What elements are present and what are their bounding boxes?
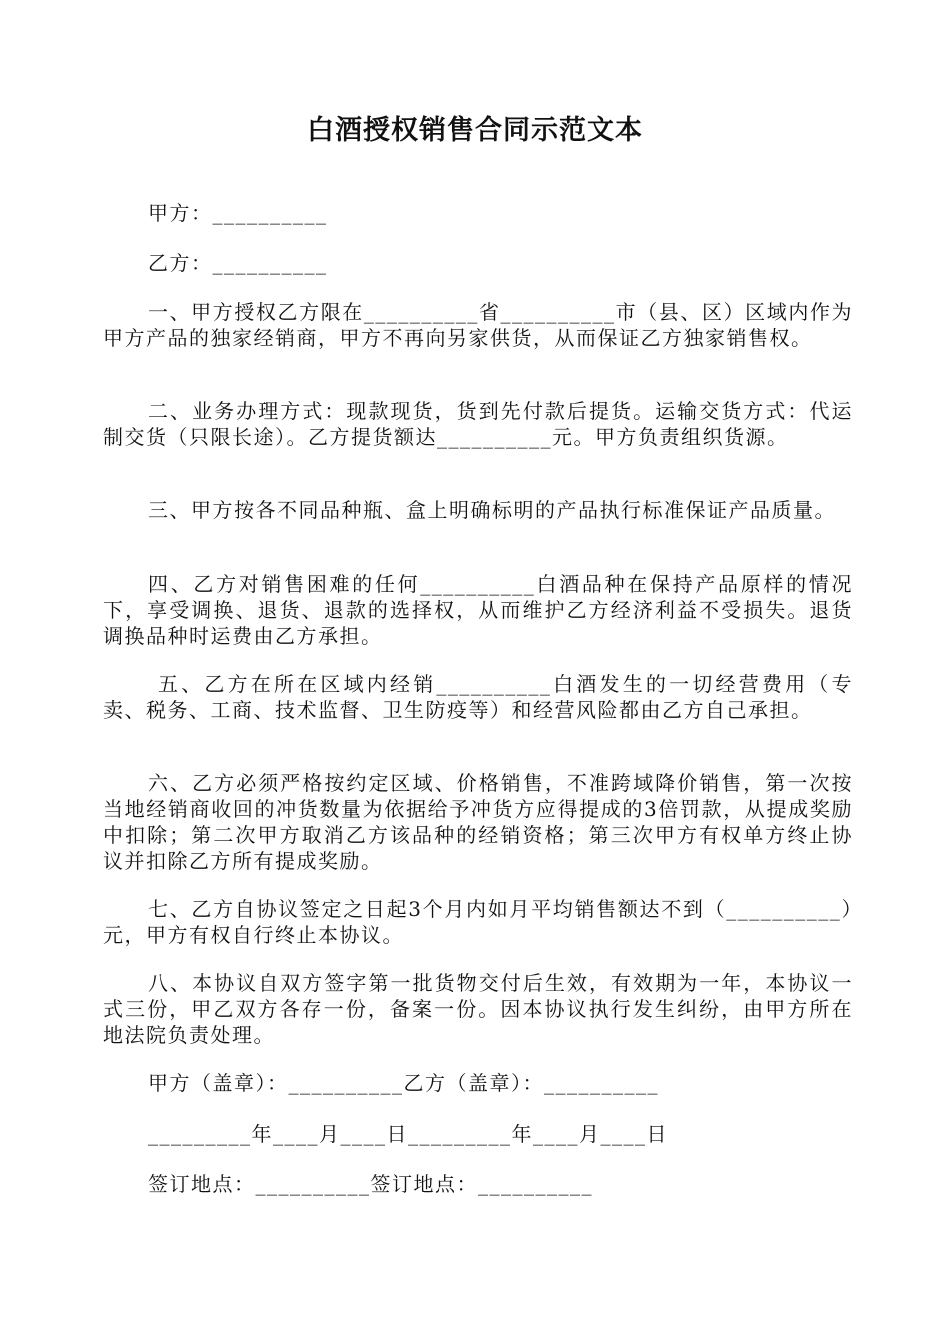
clause-3: 三、甲方按各不同品种瓶、盒上明确标明的产品执行标准保证产品质量。 [148, 498, 836, 522]
clause-1: 一、甲方授权乙方限在__________省__________市（县、区）区域内作为甲方产品的独家经销商，甲方不再向另家供货，从而保证乙方独家销售权。 [103, 300, 853, 350]
clause-7: 七、乙方自协议签定之日起3个月内如月平均销售额达不到（__________）元，甲方有权自行终止本协议。 [103, 897, 853, 947]
clause-4: 四、乙方对销售困难的任何__________白酒品种在保持产品原样的情况下，享受调换、退货、退款的选择权，从而维护乙方经济利益不受损失。退货调换品种时运费由乙方承担。 [103, 572, 853, 648]
signing-place-line: 签订地点：__________签订地点：__________ [148, 1172, 593, 1196]
document-title: 白酒授权销售合同示范文本 [307, 115, 643, 146]
clause-6: 六、乙方必须严格按约定区域、价格销售，不准跨域降价销售，第一次按当地经销商收回的冲货数量为依据给予冲货方应得提成的3倍罚款，从提成奖励中扣除；第二次甲方取消乙方该品种的经销资格；第三次甲方有权单方终止协议并扣除乙方所有提成奖励。 [103, 771, 853, 873]
clause-8: 八、本协议自双方签字第一批货物交付后生效，有效期为一年，本协议一式三份，甲乙双方各存一份，备案一份。因本协议执行发生纠纷，由甲方所在地法院负责处理。 [103, 971, 853, 1047]
signature-line: 甲方（盖章）：__________乙方（盖章）：__________ [148, 1071, 659, 1095]
clause-2: 二、业务办理方式：现款现货，货到先付款后提货。运输交货方式：代运制交货（只限长途）。乙方提货额达__________元。甲方负责组织货源。 [103, 399, 853, 449]
date-line: _________年____月____日_________年____月____日 [148, 1122, 668, 1146]
party-b-line: 乙方：__________ [148, 251, 328, 275]
party-a-line: 甲方：__________ [148, 201, 328, 225]
clause-5: 五、乙方在所在区域内经销__________白酒发生的一切经营费用（专卖、税务、工商、技术监督、卫生防疫等）和经营风险都由乙方自己承担。 [103, 672, 853, 722]
